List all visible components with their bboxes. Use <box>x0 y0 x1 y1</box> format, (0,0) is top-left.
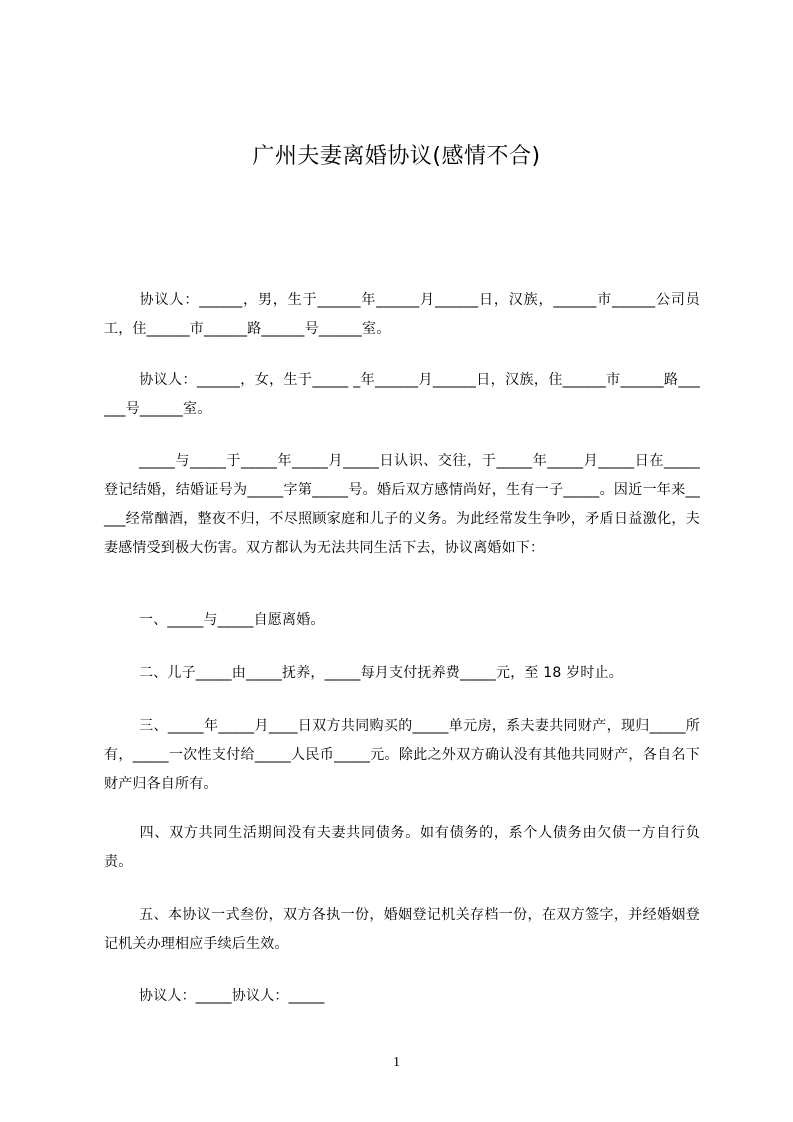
paragraph-text: 协议人：______，女，生于_____ _年______月______日，汉族，住______市______路______号______室。 <box>104 372 700 417</box>
paragraph-text: 四、双方共同生活期间没有夫妻共同债务。如有债务的，系个人债务由欠债一方自行负责。 <box>104 825 700 870</box>
paragraph-party-female <box>104 366 700 424</box>
paragraph-text: 五、本协议一式叁份，双方各执一份，婚姻登记机关存档一份，在双方签字，并经婚姻登记机关办理相应手续后生效。 <box>104 907 700 952</box>
document-title: 广州夫妻离婚协议(感情不合) <box>252 144 541 169</box>
clause-4-debts <box>104 819 700 877</box>
signature-line <box>104 982 700 1011</box>
paragraph-text: 二、儿子_____由_____抚养，_____每月支付抚养费_____元，至 18 岁时止。 <box>139 665 623 681</box>
paragraph-background <box>104 447 700 563</box>
paragraph-text: _____与_____于_____年_____月_____日认识、交往，于_____年_____月_____日在_____登记结婚，结婚证号为_____字第_____号。婚后双方感情尚好，生有一子_____。因近一年来_____经常酗酒，整夜不归，不尽照顾家庭和儿子的义务。为此经常发生争吵，矛盾日益激化，夫妻感情受到极大伤害。双方都认为无法共同生活下去，协议离婚如下： <box>104 453 700 556</box>
paragraph-text: 协议人：_____协议人：_____ <box>139 988 325 1004</box>
paragraph-party-male <box>104 286 700 344</box>
paragraph-text: 一、_____与_____自愿离婚。 <box>139 612 325 628</box>
clause-2-custody <box>104 659 700 688</box>
paragraph-text: 三、_____年_____月____日双方共同购买的_____单元房，系夫妻共同财产，现归_____所有，_____一次性支付给_____人民币_____元。除此之外双方确认没有其他共同财产，各自名下财产归各自所有。 <box>104 718 700 792</box>
clause-5-copies <box>104 901 700 959</box>
paragraph-text: 协议人：______，男，生于______年______月______日，汉族，______市______公司员工，住______市______路______号______室。 <box>104 292 700 337</box>
clause-1-divorce <box>104 606 700 635</box>
page-number: 1 <box>393 1055 400 1070</box>
clause-3-property <box>104 712 700 799</box>
